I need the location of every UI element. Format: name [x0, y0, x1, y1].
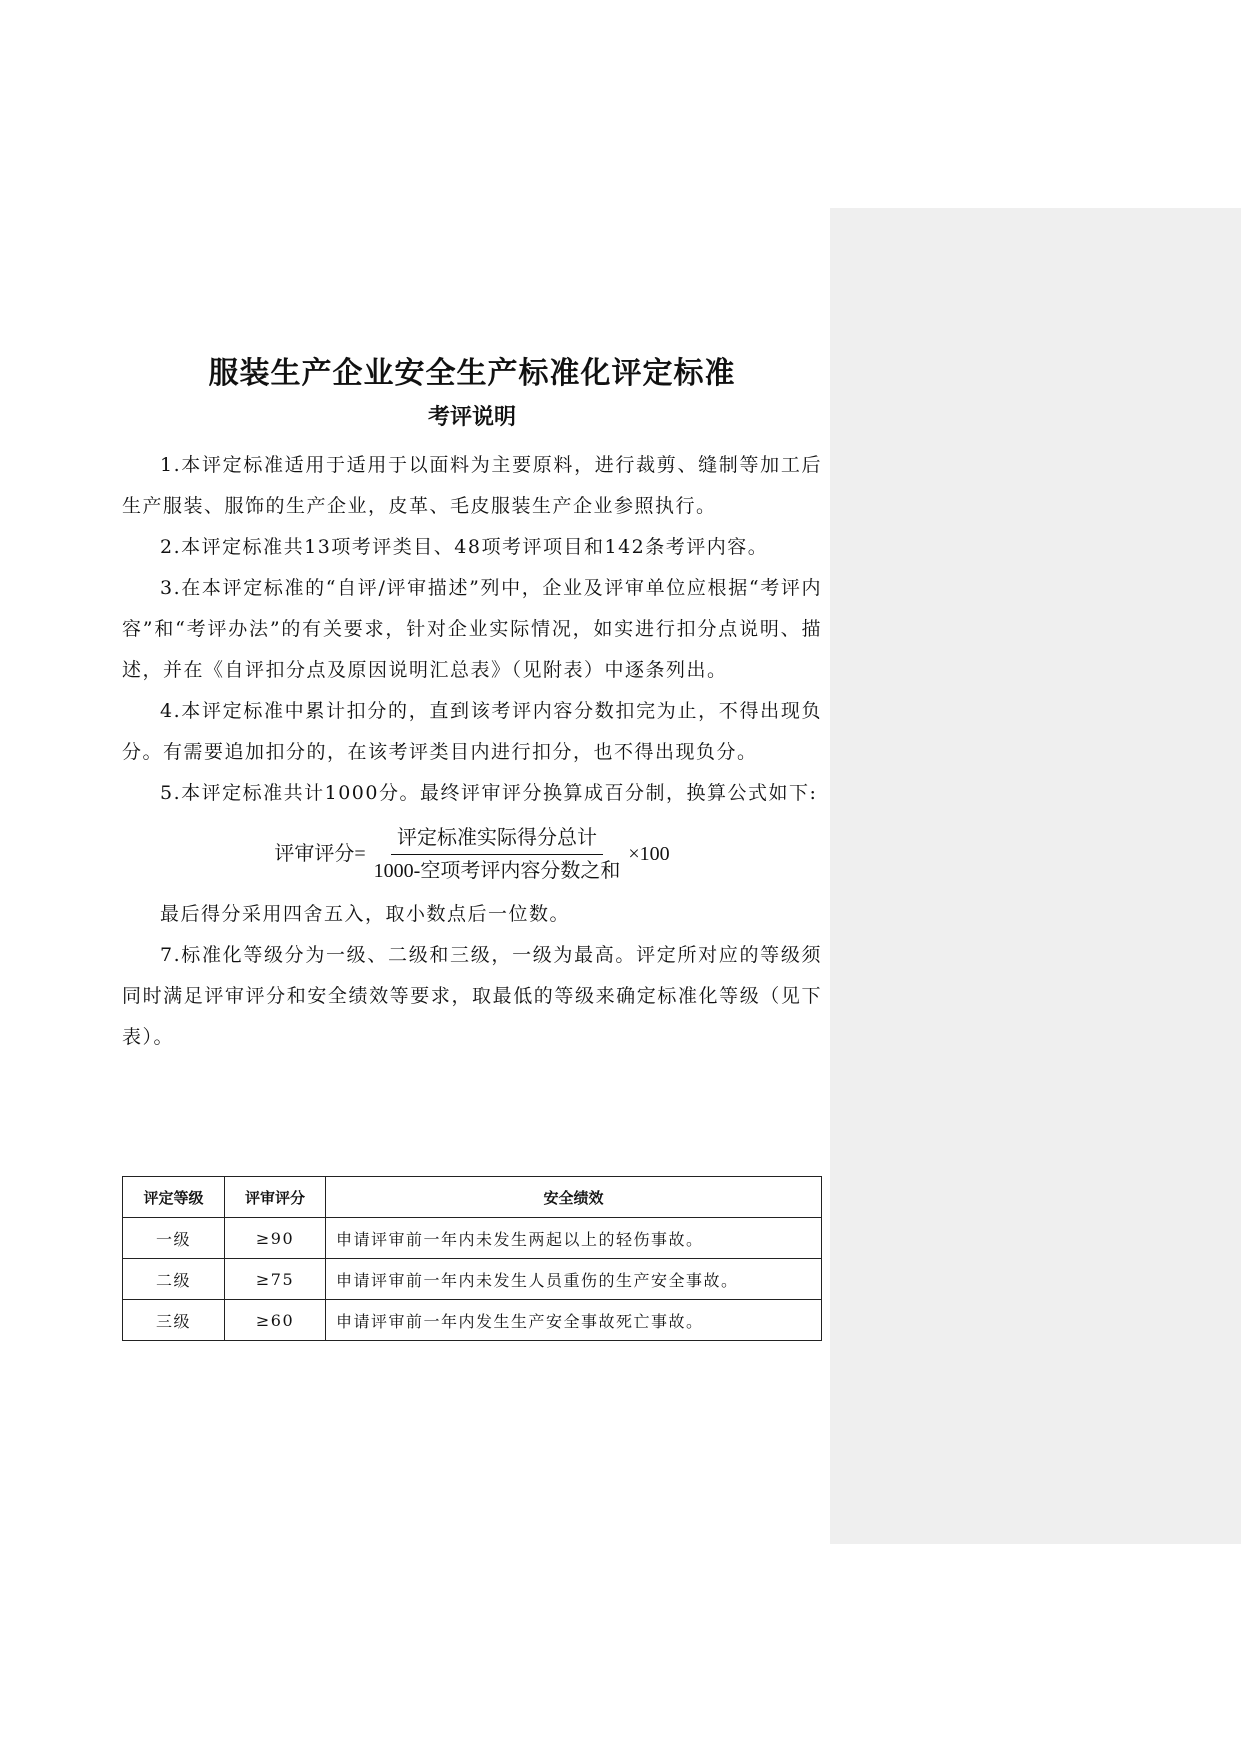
cell-safety-performance: 申请评审前一年内未发生两起以上的轻伤事故。: [326, 1218, 822, 1259]
table-row: [123, 1218, 822, 1259]
formula-numerator: 评定标准实际得分总计: [391, 824, 603, 855]
score-formula: [122, 814, 822, 894]
cell-grade: 三级: [123, 1300, 225, 1341]
table-row: [123, 1259, 822, 1300]
paragraph-2: 2.本评定标准共13项考评类目、48项考评项目和142条考评内容。: [160, 536, 769, 558]
paragraph-3: 3.在本评定标准的“自评/评审描述”列中，企业及评审单位应根据“考评内容”和“考评办法”的有关要求，针对企业实际情况，如实进行扣分点说明、描述，并在《自评扣分点及原因说明汇总表》（见附表）中逐条列出。: [122, 577, 822, 681]
paragraph-5: 5.本评定标准共计1000分。最终评审评分换算成百分制，换算公式如下:: [160, 782, 818, 804]
comment-margin-pane: [830, 208, 1241, 1544]
header-safety-performance: 安全绩效: [326, 1177, 822, 1218]
header-grade: 评定等级: [123, 1177, 225, 1218]
section-subtitle: 考评说明: [427, 405, 516, 430]
table-header-row: [123, 1177, 822, 1218]
grade-table: [122, 1176, 822, 1341]
formula-denominator: 1000-空项考评内容分数之和: [373, 859, 621, 882]
cell-score: ≥90: [225, 1218, 326, 1259]
table-row: [123, 1300, 822, 1341]
cell-safety-performance: 申请评审前一年内发生生产安全事故死亡事故。: [326, 1300, 822, 1341]
paragraph-1: 1.本评定标准适用于适用于以面料为主要原料，进行裁剪、缝制等加工后生产服装、服饰的生产企业，皮革、毛皮服装生产企业参照执行。: [122, 454, 822, 517]
paragraph-6: 最后得分采用四舍五入，取小数点后一位数。: [160, 903, 571, 925]
header-score: 评审评分: [225, 1177, 326, 1218]
paragraph-4: 4.本评定标准中累计扣分的，直到该考评内容分数扣完为止，不得出现负分。有需要追加扣分的，在该考评类目内进行扣分，也不得出现负分。: [122, 700, 822, 763]
cell-grade: 一级: [123, 1218, 225, 1259]
formula-multiplier: ×100: [628, 842, 670, 865]
cell-score: ≥75: [225, 1259, 326, 1300]
cell-grade: 二级: [123, 1259, 225, 1300]
document-title: 服装生产企业安全生产标准化评定标准: [208, 356, 736, 391]
formula-lhs: 评审评分=: [274, 842, 366, 865]
cell-safety-performance: 申请评审前一年内未发生人员重伤的生产安全事故。: [326, 1259, 822, 1300]
body-text: [122, 445, 822, 1058]
formula-fraction: [368, 824, 627, 885]
paragraph-7: 7.标准化等级分为一级、二级和三级，一级为最高。评定所对应的等级须同时满足评审评分和安全绩效等要求，取最低的等级来确定标准化等级（见下表）。: [122, 944, 822, 1048]
cell-score: ≥60: [225, 1300, 326, 1341]
